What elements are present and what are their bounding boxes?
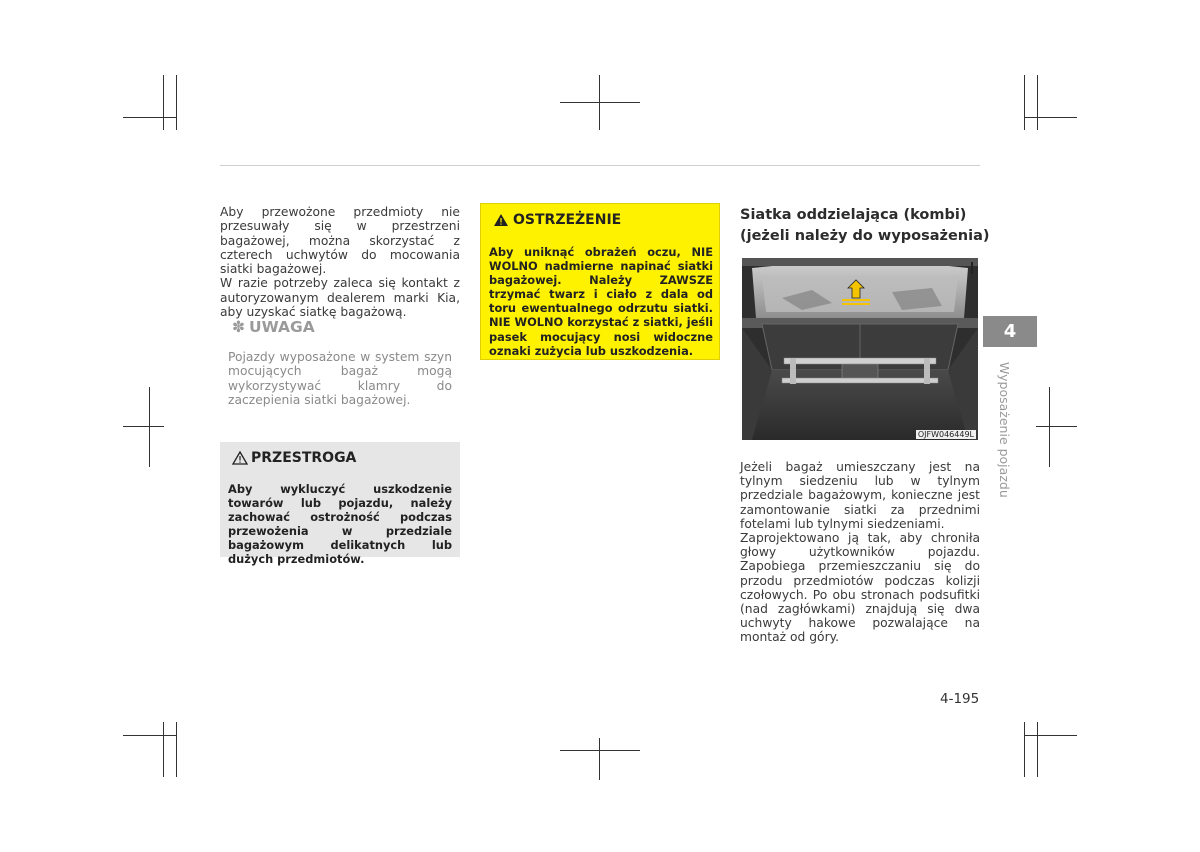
warning-box: [480, 203, 720, 360]
section-paragraph-1: Jeżeli bagaż umieszczany jest na tylnym siedzeniu lub w tylnym przedziale bagażowym, konieczne jest zamontowanie siatki za przednimi fotelami lub tylnymi siedzeniami.: [740, 460, 980, 531]
caution-box: [220, 442, 460, 567]
caution-triangle-icon: [232, 451, 248, 465]
note-box: [220, 318, 460, 407]
intro-paragraph-1: Aby przewożone przedmioty nie przesuwały się w przestrzeni bagażowej, można skorzystać z czterech uchwytów do mocowania siatki bagażowej.: [220, 205, 460, 277]
cargo-area-illustration: [742, 258, 978, 440]
section-heading-line-2: (jeżeli należy do wyposażenia): [740, 228, 990, 244]
intro-text: [220, 205, 460, 319]
note-title-text: UWAGA: [249, 318, 315, 336]
image-code: OJFW046449L: [917, 430, 974, 439]
header-rule: [220, 165, 980, 166]
asterisk-icon: ✽: [232, 318, 245, 336]
chapter-title: Wyposażenie pojazdu: [997, 362, 1012, 498]
note-body: Pojazdy wyposażone w system szyn mocujących bagaż mogą wykorzystywać klamry do zaczepienia siatki bagażowej.: [228, 350, 452, 407]
warning-title-text: OSTRZEŻENIE: [513, 212, 622, 228]
chapter-tab: 4: [983, 316, 1037, 347]
page-number: 4-195: [940, 691, 980, 707]
intro-paragraph-2: W razie potrzeby zaleca się kontakt z autoryzowanym dealerem marki Kia, aby uzyskać siatkę bagażową.: [220, 276, 460, 320]
warning-body: Aby uniknąć obrażeń oczu, NIE WOLNO nadmierne napinać siatki bagażowej. Należy ZAWSZE trzymać twarz i ciało z dala od toru ewentualnego odrzutu siatki. NIE WOLNO korzystać z siatki, jeśli pasek mocujący nosi widoczne oznaki zużycia lub uszkodzenia.: [489, 245, 714, 358]
warning-title: [493, 212, 621, 228]
caution-title-text: PRZESTROGA: [251, 450, 357, 466]
section-body: [740, 460, 980, 645]
cargo-area-photo: [742, 258, 978, 440]
note-title: [232, 318, 460, 336]
caution-body: Aby wykluczyć uszkodzenie towarów lub pojazdu, należy zachować ostrożność podczas przewożenia w przedziale bagażowym delikatnych lub dużych przedmiotów.: [228, 482, 452, 567]
section-heading-line-1: Siatka oddzielająca (kombi): [740, 207, 967, 223]
warning-triangle-icon: [493, 213, 509, 227]
section-paragraph-2: Zaprojektowano ją tak, aby chroniła głowy użytkowników pojazdu. Zapobiega przemieszczaniu się do przodu przedmiotów podczas kolizji czołowych. Po obu stronach podsufitki (nad zagłówkami) znajdują się dwa uchwyty hakowe pozwalające na montaż od góry.: [740, 531, 980, 645]
caution-title: [232, 450, 356, 466]
section-heading: [740, 205, 990, 247]
